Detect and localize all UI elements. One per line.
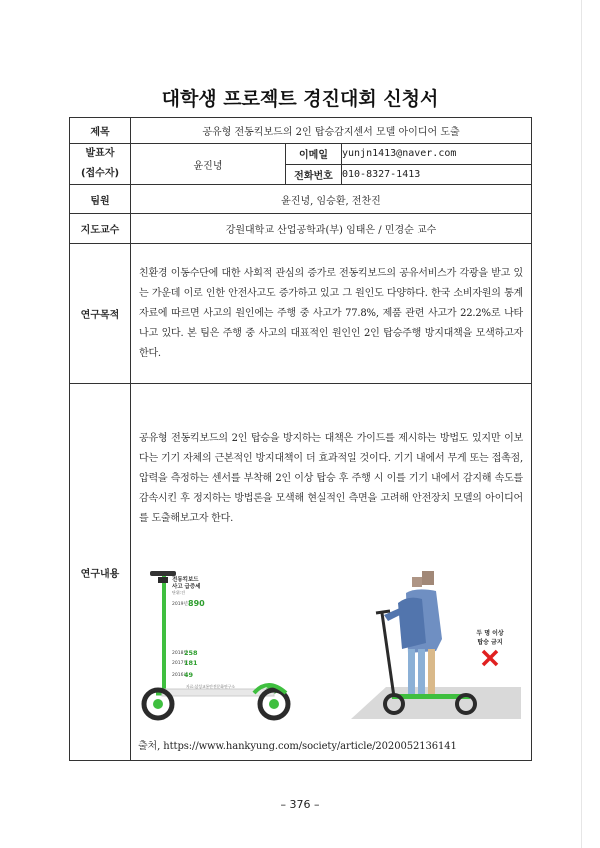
purpose-text: 친환경 이동수단에 대한 사회적 관심의 증가로 전동킥보드의 공유서비스가 각광을 받고 있는 가운데 이로 인한 안전사고도 증가하고 있고 그 원인도 다양하다. 한국 소비자원의 통계자료에 따르면 사고의 원인에는 주행 중 사고가 77.8%, 제품 관련 사고가 22.2%로 나타나고 있다. 본 팀은 주행 중 사고의 대표적인 원인인 2인 탑승주행 방지대책을 모색하고자 한다.	[139, 267, 523, 359]
scooter-front-hub	[153, 699, 163, 709]
warning-line-2: 탑승 금지	[477, 639, 503, 646]
stats-caption-title: 전동킥보드	[172, 577, 199, 583]
page-number: – 376 –	[280, 798, 320, 811]
blurred-face	[422, 571, 434, 585]
stat-value-2019: 890	[188, 599, 205, 608]
stat-year-2019: 2019년	[172, 602, 188, 607]
content-row	[70, 384, 532, 761]
presenter-label-main: 발표자	[85, 148, 115, 159]
rider-front-jacket	[398, 598, 426, 649]
email-value: yunjn1413@naver.com	[342, 144, 532, 165]
content-label: 연구내용	[70, 384, 131, 761]
team-label: 팀원	[70, 185, 131, 214]
stat-value-2017: 181	[184, 659, 198, 667]
presenter-label-sub: (접수자)	[80, 168, 120, 179]
stat-year-2018: 2018년	[172, 651, 188, 656]
advisor-value: 강원대학교 산업공학과(부) 임태은 / 민경순 교수	[131, 214, 532, 244]
presenter-value: 윤진녕	[131, 144, 286, 185]
subject-row	[70, 118, 532, 144]
page-edge-line	[581, 0, 582, 848]
scooter-illustration	[136, 569, 521, 729]
content-cell	[131, 384, 532, 761]
team-value: 윤진녕, 임승환, 전찬진	[131, 185, 532, 214]
subject-label: 제목	[70, 118, 131, 144]
purpose-row	[70, 244, 532, 384]
stat-value-2016: 49	[184, 671, 194, 679]
page-title: 대학생 프로젝트 경진대회 신청서	[161, 88, 439, 110]
ground-shadow	[351, 687, 521, 719]
stat-year-2016: 2016년	[172, 673, 188, 678]
subject-value: 공유형 전동킥보드의 2인 탑승감지센서 모델 아이디어 도출	[131, 118, 532, 144]
advisor-label: 지도교수	[70, 214, 131, 244]
phone-value: 010-8327-1413	[342, 164, 532, 185]
presenter-label	[70, 144, 131, 185]
stat-year-2017: 2017년	[172, 661, 188, 666]
source-citation: 출처, https://www.hankyung.com/society/article/2020052136141	[138, 741, 457, 752]
scooter-head	[158, 577, 168, 583]
purpose-cell	[131, 244, 532, 384]
riders-scooter-stem	[382, 613, 394, 697]
stats-caption-sub: 사고 급증세	[172, 584, 201, 590]
riders-scooter-handle	[376, 611, 390, 613]
scooter-handlebar	[150, 571, 176, 576]
scooter-rear-hub	[269, 699, 279, 709]
rider-leg-2	[418, 649, 425, 697]
team-row	[70, 185, 532, 214]
advisor-row	[70, 214, 532, 244]
presenter-row	[70, 144, 532, 165]
stats-caption-unit: 단위:건	[172, 590, 185, 595]
prohibited-x-icon	[483, 651, 497, 665]
blurred-face-2	[412, 577, 422, 587]
scooter-figure	[136, 569, 521, 729]
scooter-stem	[162, 575, 166, 693]
stats-source: 자료:삼성교통안전문화연구소	[186, 684, 235, 689]
stats-scooter-image	[144, 571, 288, 718]
email-label: 이메일	[286, 144, 342, 165]
phone-label: 전화번호	[286, 164, 342, 185]
application-form-table	[69, 117, 532, 761]
purpose-label: 연구목적	[70, 244, 131, 384]
content-text: 공유형 전동킥보드의 2인 탑승을 방지하는 대책은 가이드를 제시하는 방법도 있지만 이보다는 기기 자체의 근본적인 방지대책이 더 효과적일 것이다. 기기 내에서 무게 또는 접촉점, 압력을 측정하는 센서를 부착해 2인 이상 탑승 후 주행 시 이를 기기 내에서 감지해 속도를 감속시킨 후 정지하는 방법론을 모색해 현실적인 측면을 고려해 안전장치 모델의 아이디어를 도출해보고자 한다.	[139, 433, 523, 524]
stat-value-2018: 258	[184, 649, 198, 657]
rider-leg-1	[408, 649, 415, 697]
two-riders-image	[351, 571, 521, 719]
warning-line-1: 두 명 이상	[476, 630, 504, 637]
rider-leg-3	[428, 649, 435, 695]
